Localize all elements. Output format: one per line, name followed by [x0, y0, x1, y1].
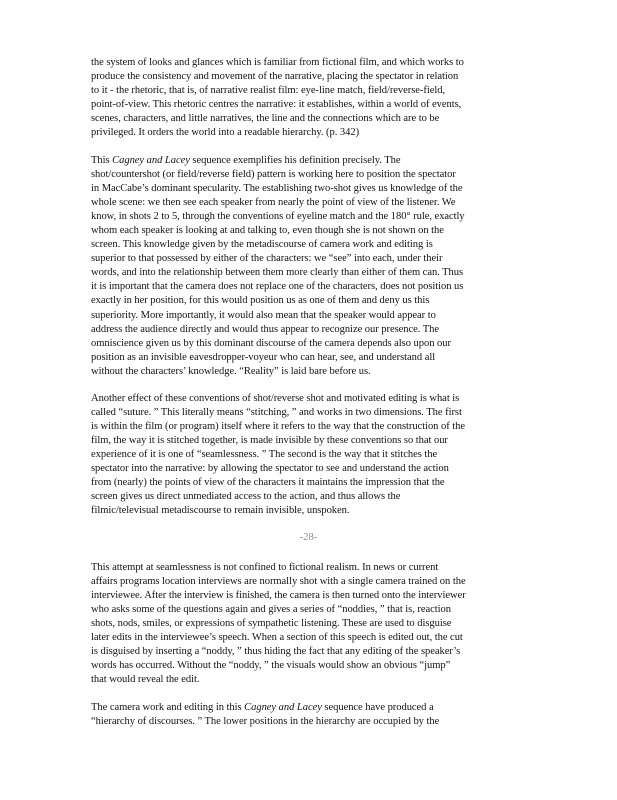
text-line: produce the consistency and movement of the narrative, placing the spectator in relation — [91, 71, 459, 83]
text-line: Another effect of these conventions of shot/reverse shot and motivated editing is what is — [91, 393, 460, 404]
text-line: words, and into the relationship between them more clearly than either of them can. Thus — [91, 267, 464, 279]
text-run: sequence have produced a — [321, 702, 434, 713]
text-line: point-of-view. This rhetoric centres the narrative: it establishes, within a world of events, — [91, 99, 462, 111]
text-line: whole scene: we then see each speaker from nearly the point of view of the listener. We — [91, 197, 456, 209]
text-line: interviewee. After the interview is finished, the camera is then turned onto the interviewer — [91, 590, 466, 602]
text-line: shot/countershot (or field/reverse field) pattern is working here to position the spectator — [91, 169, 456, 181]
text-line: address the audience directly and would thus appear to recognize our presence. The — [91, 323, 440, 335]
text-line: affairs programs location interviews are normally shot with a single camera trained on the — [91, 576, 466, 588]
text-line: from (nearly) the points of view of the characters it maintains the impression that the — [91, 477, 445, 489]
page-number: -28- — [299, 532, 318, 543]
text-line: who asks some of the questions again and gives a series of “noddies, ” that is, reaction — [91, 604, 451, 616]
text-line: without the characters’ knowledge. “Reality” is laid bare before us. — [91, 365, 371, 377]
paragraph-cagney-lacey-sequence — [91, 154, 531, 379]
text-line: later edits in the interviewee’s speech. When a section of this speech is edited out, the cut — [91, 632, 463, 644]
text-line: that would reveal the edit. — [91, 674, 200, 686]
italic-title: Cagney and Lacey — [112, 155, 190, 166]
text-line: position as an invisible eavesdropper-voyeur who can hear, see, and understand all — [91, 351, 436, 363]
text-line: This attempt at seamlessness is not confined to fictional realism. In news or current — [91, 562, 439, 573]
text-line: screen. This knowledge given by the metadiscourse of camera work and editing is — [91, 239, 433, 251]
text-line: filmic/televisual metadiscourse to remain invisible, unspoken. — [91, 505, 350, 517]
text-line — [91, 701, 531, 715]
paragraph-hierarchy-of-discourses — [91, 701, 531, 729]
text-line: scenes, characters, and little narratives, the line and the connections which are to be — [91, 113, 440, 125]
text-run: This — [91, 155, 113, 166]
text-line: is within the film (or program) itself where it refers to the way that the construction of the — [91, 421, 466, 433]
text-line: the system of looks and glances which is familiar from fictional film, and which works to — [91, 57, 464, 68]
text-line: superiority. More importantly, it would also mean that the speaker would appear to — [91, 309, 436, 321]
text-run: sequence exemplifies his definition precisely. The — [189, 155, 401, 166]
text-line: is disguised by inserting a “noddy, ” thus hiding the fact that any editing of the speaker’s — [91, 646, 461, 658]
text-line: film, the way it is stitched together, is made invisible by these conventions so that our — [91, 435, 448, 447]
text-line: omniscience given us by this dominant discourse of the camera depends also upon our — [91, 337, 451, 349]
paragraph-seamlessness — [91, 561, 531, 687]
text-line: screen gives us direct unmediated access to the action, and thus allows the — [91, 491, 401, 503]
text-line: to it - the rhetoric, that is, of narrative realist film: eye-line match, field/reverse-field, — [91, 85, 446, 97]
text-line: experience of it is one of “seamlessness. ” The second is the way that it stitches the — [91, 449, 438, 461]
paragraph-suture — [91, 392, 531, 518]
block-quote — [91, 56, 531, 140]
text-line: words has occurred. Without the “noddy, ” the visuals would show an obvious “jump” — [91, 660, 451, 672]
italic-title: Cagney and Lacey — [244, 702, 322, 713]
text-run: The camera work and editing in this — [91, 702, 245, 713]
text-line: spectator into the narrative: by allowing the spectator to see and understand the action — [91, 463, 449, 475]
text-line: know, in shots 2 to 5, through the conventions of eyeline match and the 180° rule, exactly — [91, 211, 465, 223]
text-line: privileged. It orders the world into a readable hierarchy. (p. 342) — [91, 127, 360, 139]
text-line: “hierarchy of discourses. ” The lower positions in the hierarchy are occupied by the — [91, 716, 440, 728]
text-line: whom each speaker is looking at and talking to, even though she is not shown on the — [91, 225, 444, 237]
text-line: superior to that possessed by either of the characters: we “see” into each, under their — [91, 253, 443, 265]
text-line: called “suture. ” This literally means “stitching, ” and works in two dimensions. The first — [91, 407, 462, 419]
text-line: exactly in her position, for this would position us as one of them and deny us this — [91, 295, 430, 307]
text-line — [91, 154, 531, 168]
text-line: shots, nods, smiles, or expressions of sympathetic listening. These are used to disguise — [91, 618, 452, 630]
text-line: it is important that the camera does not replace one of the characters, does not position us — [91, 281, 464, 293]
text-line: in MacCabe’s dominant specularity. The establishing two-shot gives us knowledge of the — [91, 183, 463, 195]
